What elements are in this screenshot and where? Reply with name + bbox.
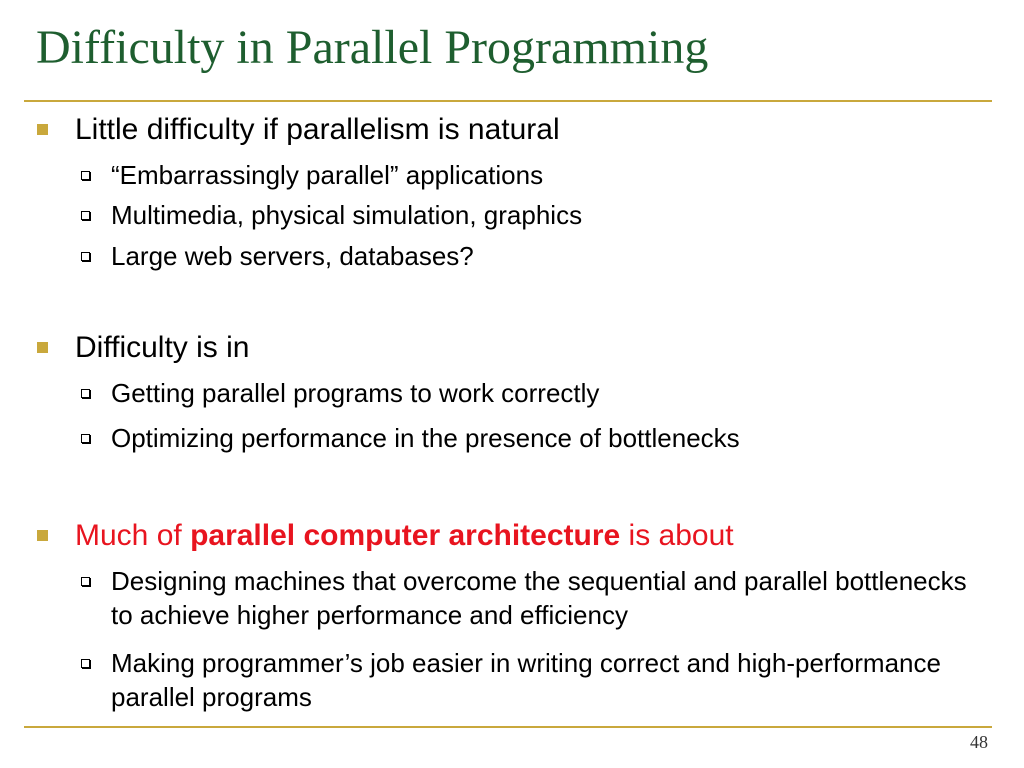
sub-bullet-text: Optimizing performance in the presence of bottlenecks <box>111 423 740 453</box>
bullet-3-sub-2 <box>111 646 991 714</box>
bullet-1-sub-2 <box>111 198 991 232</box>
bullet-3-text-bold: parallel computer architecture <box>190 519 621 552</box>
footer-divider <box>24 726 992 728</box>
hollow-square-bullet-icon <box>81 171 90 180</box>
bullet-3-text-post: is about <box>620 519 734 552</box>
bullet-3-text-pre: Much of <box>75 519 191 552</box>
hollow-square-bullet-icon <box>81 389 90 398</box>
bullet-2-sub-2 <box>111 421 991 455</box>
page-number: 48 <box>970 732 988 752</box>
bullet-1 <box>75 112 560 148</box>
bullet-2-sub-1 <box>111 376 991 410</box>
sub-bullet-text: Making programmer’s job easier in writing correct and high-performance parallel programs <box>111 648 941 712</box>
hollow-square-bullet-icon <box>81 659 90 668</box>
sub-bullet-text: Designing machines that overcome the sequential and parallel bottlenecks to achieve higher performance and efficiency <box>111 566 967 630</box>
hollow-square-bullet-icon <box>81 211 90 220</box>
bullet-3-sub-1 <box>111 564 991 632</box>
bullet-1-sub-3 <box>111 239 991 273</box>
bullet-1-text: Little difficulty if parallelism is natural <box>75 113 560 146</box>
hollow-square-bullet-icon <box>81 577 90 586</box>
slide-title: Difficulty in Parallel Programming <box>36 21 709 74</box>
bullet-1-sub-1 <box>111 158 991 192</box>
sub-bullet-text: “Embarrassingly parallel” applications <box>111 160 544 190</box>
square-bullet-icon <box>37 342 48 353</box>
sub-bullet-text: Getting parallel programs to work correctly <box>111 378 600 408</box>
square-bullet-icon <box>37 124 48 135</box>
square-bullet-icon <box>37 530 48 541</box>
sub-bullet-text: Multimedia, physical simulation, graphics <box>111 200 583 230</box>
bullet-3 <box>75 518 734 554</box>
hollow-square-bullet-icon <box>81 434 90 443</box>
bullet-2 <box>75 330 250 366</box>
sub-bullet-text: Large web servers, databases? <box>111 241 474 271</box>
bullet-2-text: Difficulty is in <box>75 331 250 364</box>
hollow-square-bullet-icon <box>81 252 90 261</box>
